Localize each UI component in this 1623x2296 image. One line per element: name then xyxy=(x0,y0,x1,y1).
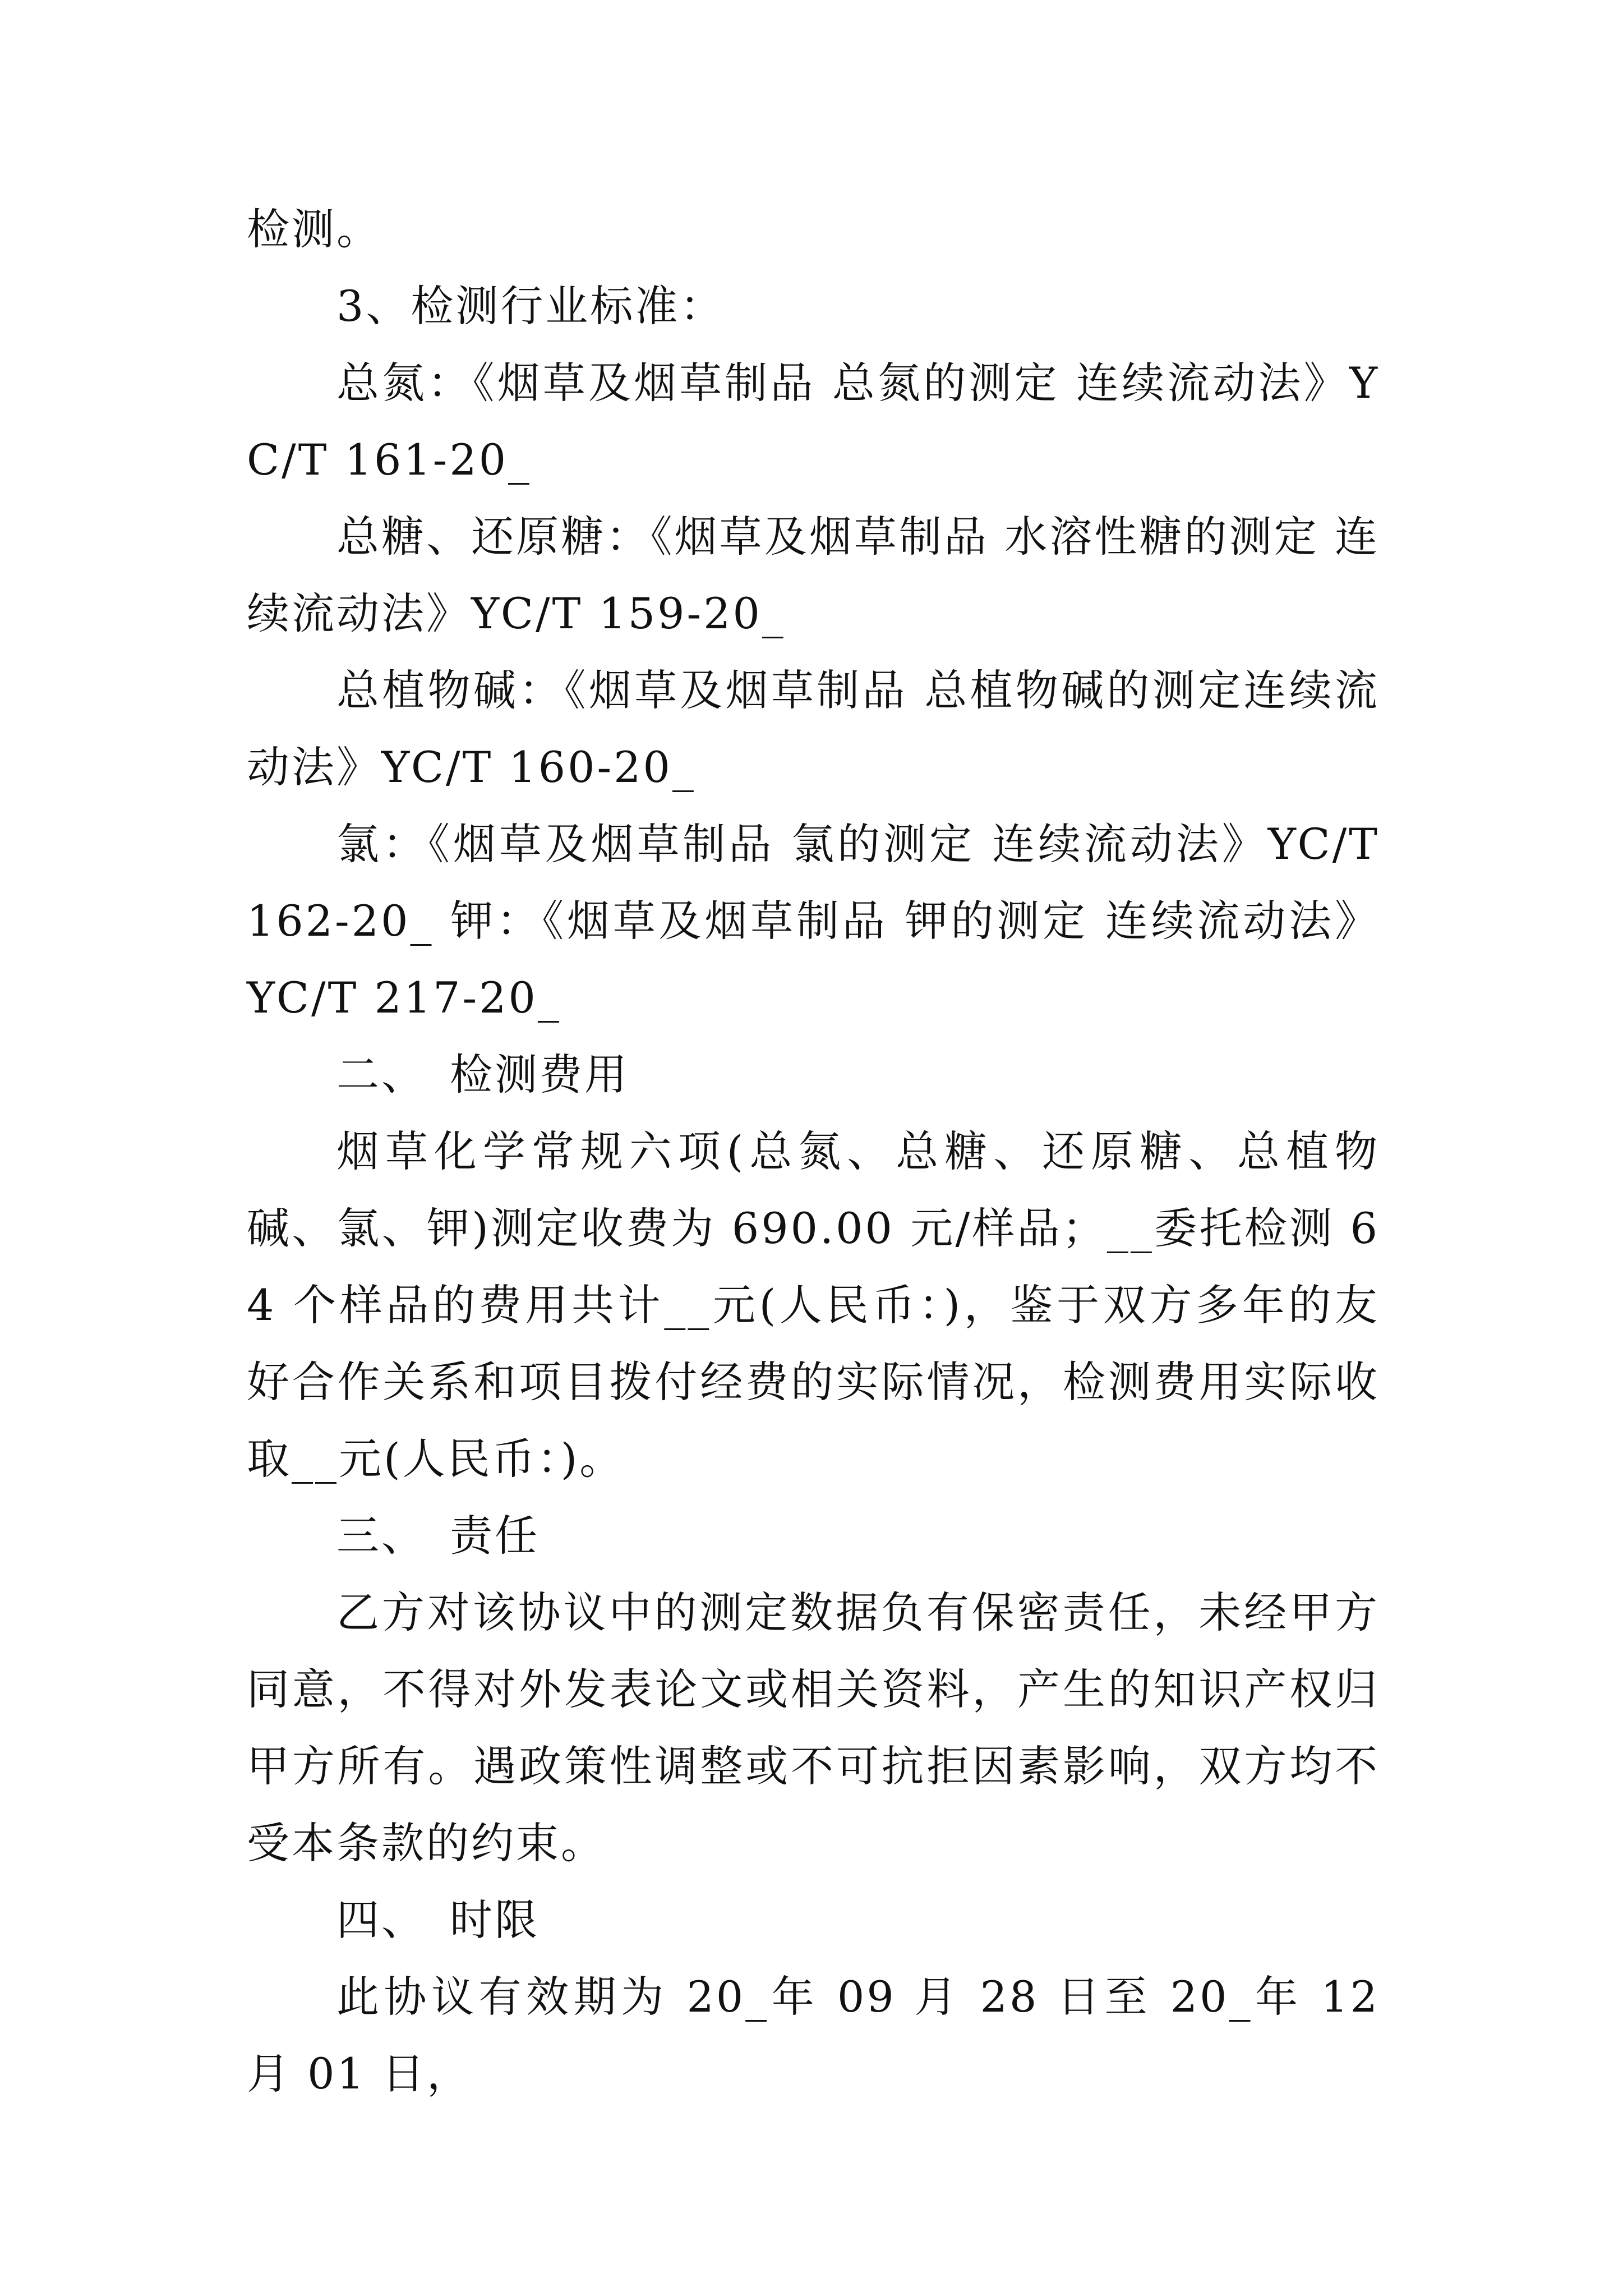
paragraph-continuation: 检测。 xyxy=(247,204,381,254)
paragraph-responsibility: 乙方对该协议中的测定数据负有保密责任，未经甲方同意，不得对外发表论文或相关资料，产生的知识产权归甲方所有。遇政策性调整或不可抗拒因素影响，双方均不受本条款的约束。 xyxy=(247,1588,1380,1868)
paragraph-chlorine-potassium-standard: 氯：《烟草及烟草制品 氯的测定 连续流动法》YC/T 162-20_ 钾：《烟草及烟草制品 钾的测定 连续流动法》YC/T 217-20_ xyxy=(247,819,1380,1023)
paragraph-time-limit: 此协议有效期为 20_年 09 月 28 日至 20_年 12 月 01 日， xyxy=(247,1972,1380,2099)
paragraph-total-nitrogen-standard: 总氮：《烟草及烟草制品 总氮的测定 连续流动法》YC/T 161-20_ xyxy=(247,358,1380,485)
section-heading-responsibility: 三、 责任 xyxy=(336,1511,540,1561)
paragraph-standards-heading: 3、检测行业标准： xyxy=(336,281,725,331)
section-heading-time-limit: 四、 时限 xyxy=(336,1895,540,1945)
section-heading-fees: 二、 检测费用 xyxy=(336,1050,629,1099)
paragraph-total-alkaloid-standard: 总植物碱：《烟草及烟草制品 总植物碱的测定连续流动法》YC/T 160-20_ xyxy=(247,665,1380,792)
document-body xyxy=(247,191,1380,2112)
paragraph-total-sugar-standard: 总糖、还原糖：《烟草及烟草制品 水溶性糖的测定 连续流动法》YC/T 159-20_ xyxy=(247,512,1380,638)
paragraph-fees: 烟草化学常规六项(总氮、总糖、还原糖、总植物碱、氯、钾)测定收费为 690.00 元/样品；__委托检测 64 个样品的费用共计__元(人民币：)，鉴于双方多年的友好合作关系和项目拨付经费的实际情况，检测费用实际收取__元(人民币：)。 xyxy=(247,1126,1380,1484)
